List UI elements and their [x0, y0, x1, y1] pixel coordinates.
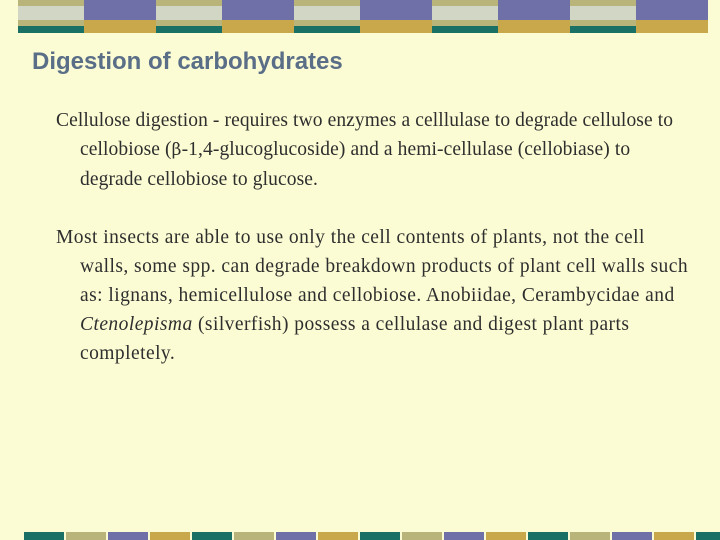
border-tile: [570, 0, 708, 36]
border-strip-segment: [696, 532, 720, 540]
border-strip-segment: [108, 532, 148, 540]
decorative-bottom-border: [0, 532, 720, 540]
border-strip-segment: [360, 532, 400, 540]
border-strip-segment: [528, 532, 568, 540]
species-name: Ctenolepisma: [80, 314, 193, 335]
border-strip-segment: [612, 532, 652, 540]
border-strip-segment: [192, 532, 232, 540]
paragraph-insect-digestion: Most insects are able to use only the cell contents of plants, not the cell walls, some spp. can degrade breakdown products of plant cell walls such as: lignans, hemicellulose and cellobiose. Anobiidae, Cerambycidae and Ctenolepisma (silverfish) possess a cellulase and digest plant parts completely.: [56, 227, 689, 364]
border-strip-segment: [570, 532, 610, 540]
slide-body: [56, 106, 696, 397]
border-tile: [156, 0, 294, 36]
border-strip-segment: [234, 532, 274, 540]
decorative-top-border: [0, 0, 720, 36]
border-strip-segment: [486, 532, 526, 540]
border-tile: [18, 0, 156, 36]
border-strip-segment: [402, 532, 442, 540]
border-strip-segment: [276, 532, 316, 540]
border-tile: [294, 0, 432, 36]
border-strip-segment: [150, 532, 190, 540]
paragraph-cellulose-digestion: Cellulose digestion - requires two enzymes a celllulase to degrade cellulose to cellobiose (β-1,4-glucoglucoside) and a hemi-cellulase (cellobiase) to degrade cellobiose to glucose.: [56, 110, 674, 190]
slide-title: Digestion of carbohydrates: [32, 48, 343, 75]
border-strip-segment: [318, 532, 358, 540]
beta-symbol: β: [171, 140, 182, 160]
border-strip-segment: [654, 532, 694, 540]
border-strip-segment: [66, 532, 106, 540]
border-strip-segment: [24, 532, 64, 540]
border-strip-segment: [444, 532, 484, 540]
border-tile: [432, 0, 570, 36]
